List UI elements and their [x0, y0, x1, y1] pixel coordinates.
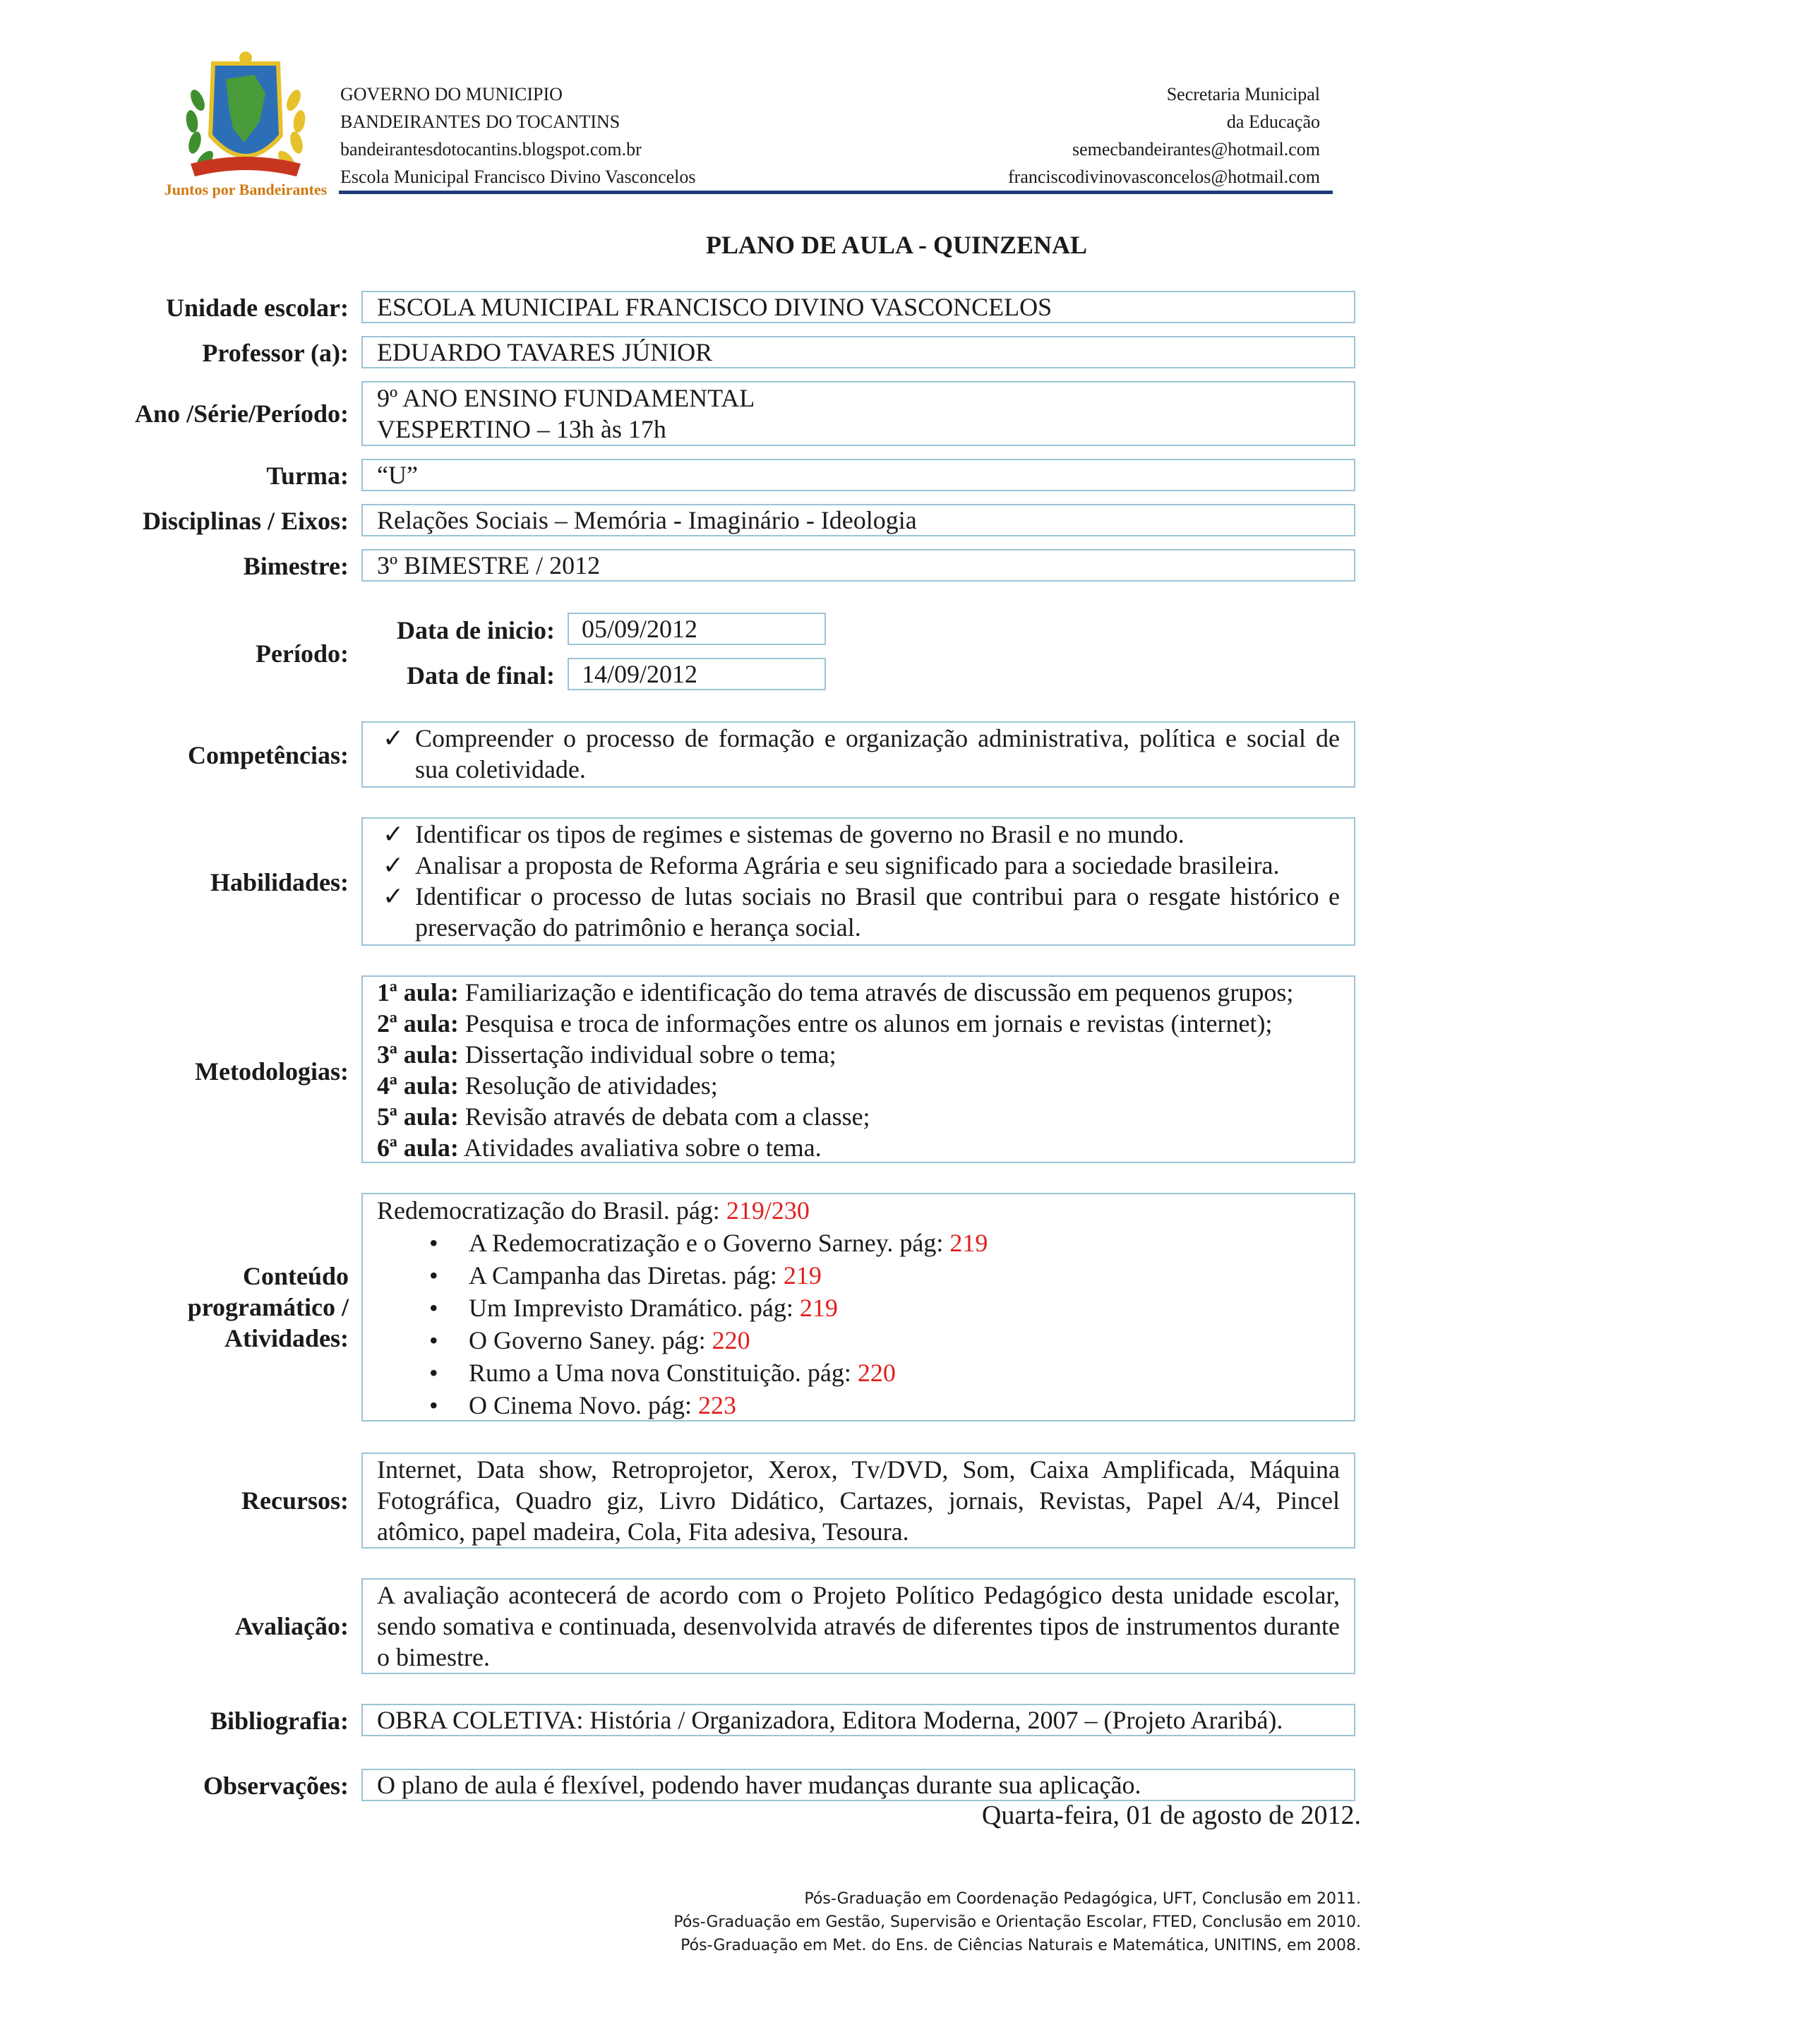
- metodologias-label: Metodologias:: [195, 1057, 349, 1086]
- competencias-field: [361, 721, 1355, 788]
- header-right-block: [1008, 80, 1320, 191]
- bullet-icon: •: [429, 1391, 438, 1419]
- header-left-line: GOVERNO DO MUNICIPIO: [340, 84, 563, 104]
- conteudo-item-text: Rumo a Uma nova Constituição. pág:: [469, 1359, 858, 1387]
- aula-text: Revisão através de debata com a classe;: [458, 1102, 870, 1131]
- conteudo-label-line: Atividades:: [224, 1324, 349, 1352]
- conteudo-item-text: A Campanha das Diretas. pág:: [469, 1261, 784, 1289]
- bullet-icon: •: [429, 1359, 438, 1387]
- conteudo-item-text: A Redemocratização e o Governo Sarney. pág:: [469, 1229, 950, 1257]
- header-email-link[interactable]: franciscodivinovasconcelos@hotmail.com: [1008, 167, 1320, 187]
- avaliacao-field: [361, 1578, 1355, 1674]
- professor-label: Professor (a):: [202, 339, 349, 367]
- header-divider: [339, 191, 1333, 194]
- ano-field: [361, 381, 1355, 446]
- habilidades-label: Habilidades:: [210, 868, 349, 896]
- metodologias-field: [361, 975, 1355, 1163]
- habilidade-item: [377, 850, 1340, 881]
- bullet-icon: •: [429, 1326, 438, 1354]
- recursos-label: Recursos:: [241, 1486, 349, 1515]
- aula-text: Dissertação individual sobre o tema;: [458, 1040, 836, 1069]
- observacoes-value: O plano de aula é flexível, podendo haver mudanças durante sua aplicação.: [377, 1771, 1141, 1799]
- header-left-link[interactable]: bandeirantesdotocantins.blogspot.com.br: [340, 139, 642, 160]
- header-right-line: Secretaria Municipal: [1166, 84, 1320, 104]
- footer-credentials: [673, 1887, 1361, 1957]
- data-inicio-field: [568, 613, 826, 645]
- header-right-line: da Educação: [1226, 112, 1320, 132]
- observacoes-label: Observações:: [203, 1772, 349, 1800]
- page-ref: 220: [857, 1359, 896, 1387]
- habilidades-field: [361, 817, 1355, 946]
- professor-field: [361, 336, 1355, 368]
- bimestre-field: [361, 549, 1355, 582]
- metodologia-item: [377, 977, 1340, 1008]
- date-line: Quarta-feira, 01 de agosto de 2012.: [981, 1800, 1361, 1830]
- page-ref: 219: [799, 1294, 838, 1322]
- competencia-item: [377, 723, 1340, 785]
- habilidade-item: [377, 819, 1340, 850]
- conteudo-intro-text: Redemocratização do Brasil. pág:: [377, 1196, 726, 1225]
- logo-motto: Juntos por Bandeirantes: [164, 181, 328, 198]
- habilidade-text: Identificar os tipos de regimes e sistemas de governo no Brasil e no mundo.: [415, 820, 1185, 848]
- turma-label: Turma:: [266, 462, 349, 490]
- metodologia-item: [377, 1039, 1340, 1070]
- conteudo-item: [377, 1357, 1340, 1389]
- bimestre-label: Bimestre:: [243, 552, 349, 580]
- aula-number: 2ª aula:: [377, 1009, 459, 1038]
- page-ref: 220: [712, 1326, 750, 1354]
- metodologia-item: [377, 1070, 1340, 1101]
- bibliografia-value: OBRA COLETIVA: História / Organizadora, Editora Moderna, 2007 – (Projeto Araribá).: [377, 1706, 1283, 1734]
- footer-line: Pós-Graduação em Coordenação Pedagógica, UFT, Conclusão em 2011.: [804, 1890, 1361, 1908]
- conteudo-label: [188, 1261, 349, 1354]
- disciplinas-value: Relações Sociais – Memória - Imaginário - Ideologia: [377, 506, 917, 534]
- observacoes-field: [361, 1769, 1355, 1801]
- footer-line: Pós-Graduação em Met. do Ens. de Ciências Naturais e Matemática, UNITINS, em 2008.: [680, 1937, 1361, 1954]
- page-ref: 219: [949, 1229, 988, 1257]
- check-icon: ✓: [383, 724, 404, 752]
- metodologia-item: [377, 1008, 1340, 1039]
- conteudo-label-line: programático /: [187, 1293, 349, 1321]
- page-ref: 223: [697, 1391, 736, 1419]
- aula-number: 5ª aula:: [377, 1102, 459, 1131]
- bimestre-value: 3º BIMESTRE / 2012: [377, 551, 601, 579]
- professor-value: EDUARDO TAVARES JÚNIOR: [377, 338, 713, 366]
- ano-line: VESPERTINO – 13h às 17h: [377, 415, 666, 443]
- data-final-field: [568, 658, 826, 690]
- disciplinas-field: [361, 504, 1355, 536]
- conteudo-item-text: O Governo Saney. pág:: [469, 1326, 712, 1354]
- bullet-icon: •: [429, 1229, 438, 1257]
- bullet-icon: •: [429, 1294, 438, 1322]
- data-inicio-label: Data de inicio:: [397, 616, 555, 644]
- avaliacao-value: A avaliação acontecerá de acordo com o Projeto Político Pedagógico desta unidade escolar, sendo somativa e continuada, desenvolvida através de diferentes tipos de instrumentos durante o bimestre.: [377, 1581, 1340, 1671]
- aula-number: 6ª aula:: [377, 1134, 459, 1162]
- document-title: [0, 230, 1793, 260]
- header-left-block: [340, 80, 696, 191]
- bullet-icon: •: [429, 1261, 438, 1289]
- aula-text: Pesquisa e troca de informações entre os alunos em jornais e revistas (internet);: [458, 1009, 1273, 1038]
- recursos-value: Internet, Data show, Retroprojetor, Xerox, Tv/DVD, Som, Caixa Amplificada, Máquina Fotográfica, Quadro giz, Livro Didático, Cartazes, jornais, Revistas, Papel A/4, Pincel atômico, papel madeira, Cola, Fita adesiva, Tesoura.: [377, 1455, 1340, 1546]
- data-final-label: Data de final:: [407, 661, 555, 690]
- aula-text: Resolução de atividades;: [458, 1071, 718, 1100]
- competencia-text: Compreender o processo de formação e organização administrativa, política e social de sua coletividade.: [415, 724, 1340, 783]
- page-ref: 219: [783, 1261, 822, 1289]
- periodo-label: Período:: [256, 639, 349, 668]
- turma-value: “U”: [377, 461, 418, 489]
- conteudo-item: [377, 1324, 1340, 1357]
- aula-number: 3ª aula:: [377, 1040, 459, 1069]
- disciplinas-label: Disciplinas / Eixos:: [142, 507, 349, 535]
- aula-number: 4ª aula:: [377, 1071, 459, 1100]
- check-icon: ✓: [383, 851, 404, 879]
- conteudo-item-text: O Cinema Novo. pág:: [469, 1391, 698, 1419]
- page-ref: 219/230: [726, 1196, 810, 1225]
- ano-line: 9º ANO ENSINO FUNDAMENTAL: [377, 384, 755, 412]
- footer-line: Pós-Graduação em Gestão, Supervisão e Orientação Escolar, FTED, Conclusão em 2010.: [673, 1913, 1361, 1931]
- data-final-value: 14/09/2012: [582, 660, 698, 688]
- header-left-line: Escola Municipal Francisco Divino Vasconcelos: [340, 167, 696, 187]
- conteudo-item: [377, 1259, 1340, 1292]
- metodologia-item: [377, 1132, 1340, 1163]
- check-icon: ✓: [383, 882, 404, 910]
- bibliografia-field: [361, 1704, 1355, 1736]
- conteudo-label-line: Conteúdo: [242, 1262, 349, 1290]
- habilidade-text: Identificar o processo de lutas sociais no Brasil que contribui para o resgate histórico e preservação do patrimônio e herança social.: [415, 882, 1340, 942]
- habilidade-item: [377, 881, 1340, 943]
- data-inicio-value: 05/09/2012: [582, 615, 698, 643]
- avaliacao-label: Avaliação:: [234, 1612, 349, 1640]
- conteudo-item: [377, 1227, 1340, 1259]
- metodologia-item: [377, 1101, 1340, 1132]
- check-icon: ✓: [383, 820, 404, 848]
- conteudo-intro: [377, 1194, 1340, 1227]
- conteudo-item-text: Um Imprevisto Dramático. pág:: [469, 1294, 800, 1322]
- unidade-field: [361, 291, 1355, 323]
- header-email-link[interactable]: semecbandeirantes@hotmail.com: [1072, 139, 1320, 160]
- recursos-field: [361, 1453, 1355, 1549]
- aula-number: 1ª aula:: [377, 978, 459, 1006]
- unidade-label: Unidade escolar:: [166, 294, 349, 322]
- bibliografia-label: Bibliografia:: [210, 1707, 349, 1735]
- aula-text: Atividades avaliativa sobre o tema.: [458, 1134, 822, 1162]
- turma-field: [361, 459, 1355, 491]
- conteudo-field: [361, 1193, 1355, 1421]
- document-title-text: PLANO DE AULA - QUINZENAL: [705, 231, 1088, 259]
- header-left-line: BANDEIRANTES DO TOCANTINS: [340, 112, 620, 132]
- conteudo-item: [377, 1292, 1340, 1324]
- ano-label: Ano /Série/Período:: [135, 399, 349, 428]
- unidade-value: ESCOLA MUNICIPAL FRANCISCO DIVINO VASCONCELOS: [377, 293, 1053, 321]
- municipal-crest-logo: [164, 51, 328, 199]
- aula-text: Familiarização e identificação do tema através de discussão em pequenos grupos;: [458, 978, 1294, 1006]
- competencias-label: Competências:: [188, 741, 349, 769]
- conteudo-item: [377, 1389, 1340, 1421]
- habilidade-text: Analisar a proposta de Reforma Agrária e seu significado para a sociedade brasileira.: [415, 851, 1280, 879]
